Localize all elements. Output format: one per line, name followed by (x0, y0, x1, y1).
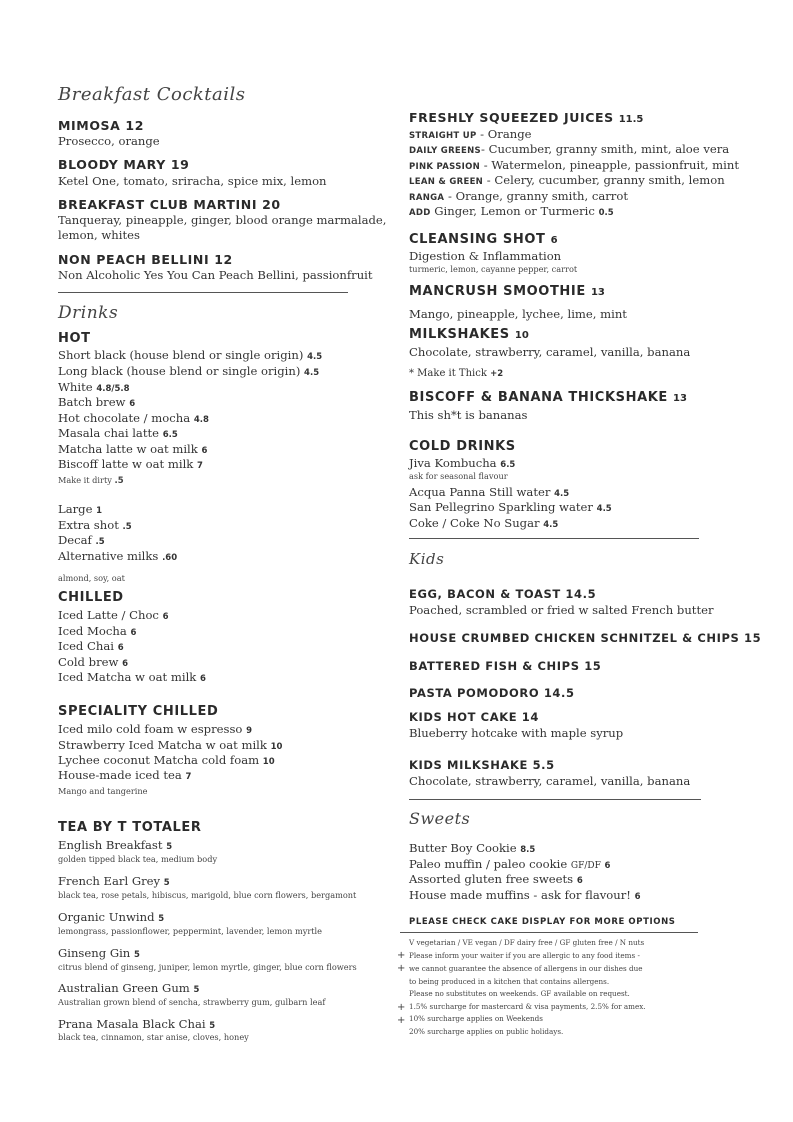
menu-item: Batch brew 6 (58, 395, 136, 409)
kids-item: KIDS MILKSHAKE 5.5 (409, 758, 555, 772)
kombucha-note: ask for seasonal flavour (409, 471, 508, 481)
divider (409, 799, 701, 800)
mancrush-desc: Mango, pineapple, lychee, lime, mint (409, 307, 627, 321)
dietary-legend: V vegetarian / VE vegan / DF dairy free / GF gluten free / N nuts (409, 938, 645, 947)
menu-item: Iced Chai 6 (58, 639, 124, 653)
menu-item: Strawberry Iced Matcha w oat milk 10 (58, 738, 283, 752)
allergen-note: we cannot guarantee the absence of allergens in our dishes due (409, 964, 643, 973)
cleansing-note: turmeric, lemon, cayanne pepper, carrot (409, 264, 578, 274)
juice-item: ADD Ginger, Lemon or Turmeric 0.5 (409, 204, 614, 218)
menu-item: White 4.8/5.8 (58, 380, 130, 394)
breakfast-cocktails-title: Breakfast Cocktails (58, 84, 246, 105)
milkshakes-desc: Chocolate, strawberry, caramel, vanilla, banana (409, 345, 691, 359)
menu-item: Alternative milks .60 (58, 549, 178, 563)
menu-item: Iced Matcha w oat milk 6 (58, 670, 206, 684)
tea-item: Ginseng Gin 5 (58, 946, 140, 960)
menu-item: Large 1 (58, 502, 103, 516)
sweets-item: Paleo muffin / paleo cookie GF/DF 6 (409, 857, 611, 871)
menu-item: Iced milo cold foam w espresso 9 (58, 722, 252, 736)
cocktail-bellini-desc: Non Alcoholic Yes You Can Peach Bellini, passionfruit (58, 268, 373, 282)
plus-icon: + (397, 1002, 406, 1013)
dirty-note: Make it dirty .5 (58, 475, 124, 486)
tea-desc: lemongrass, passionflower, peppermint, lavender, lemon myrtle (58, 926, 323, 936)
cocktail-bloody-mary-desc: Ketel One, tomato, sriracha, spice mix, lemon (58, 174, 327, 188)
surcharge-note: 10% surcharge applies on Weekends (409, 1014, 543, 1023)
menu-item: Extra shot .5 (58, 518, 132, 532)
kids-item: BATTERED FISH & CHIPS 15 (409, 659, 602, 673)
biscoff-heading: BISCOFF & BANANA THICKSHAKE 13 (409, 390, 687, 405)
sweets-item: Butter Boy Cookie 8.5 (409, 841, 536, 855)
menu-item: Decaf .5 (58, 533, 105, 547)
tea-item: English Breakfast 5 (58, 838, 173, 852)
tea-heading: TEA BY T TOTALER (58, 820, 202, 835)
menu-item: Biscoff latte w oat milk 7 (58, 457, 203, 471)
tea-item: French Earl Grey 5 (58, 874, 170, 888)
cleansing-heading: CLEANSING SHOT 6 (409, 232, 558, 247)
chilled-heading: CHILLED (58, 590, 124, 605)
juice-item: DAILY GREENS- Cucumber, granny smith, mint, aloe vera (409, 142, 730, 156)
sweets-title: Sweets (409, 809, 471, 828)
tea-desc: black tea, rose petals, hibiscus, marigold, blue corn flowers, bergamont (58, 890, 357, 900)
iced-tea-note: Mango and tangerine (58, 786, 148, 796)
kids-item: EGG, BACON & TOAST 14.5 (409, 587, 597, 601)
cocktail-mimosa-desc: Prosecco, orange (58, 134, 160, 148)
cake-note: PLEASE CHECK CAKE DISPLAY FOR MORE OPTIONS (409, 917, 676, 927)
tea-desc: golden tipped black tea, medium body (58, 854, 218, 864)
tea-item: Prana Masala Black Chai 5 (58, 1017, 216, 1031)
milks-note: almond, soy, oat (58, 573, 125, 583)
cleansing-desc: Digestion & Inflammation (409, 249, 562, 263)
menu-item: House-made iced tea 7 (58, 768, 192, 782)
tea-item: Australian Green Gum 5 (58, 981, 200, 995)
mancrush-heading: MANCRUSH SMOOTHIE 13 (409, 284, 605, 299)
hot-heading: HOT (58, 331, 91, 346)
menu-item: Acqua Panna Still water 4.5 (409, 485, 570, 499)
cocktail-martini: BREAKFAST CLUB MARTINI 20 (58, 197, 281, 212)
cold-drinks-heading: COLD DRINKS (409, 439, 516, 454)
divider (58, 292, 348, 293)
divider (400, 932, 698, 933)
juices-heading: FRESHLY SQUEEZED JUICES 11.5 (409, 110, 644, 125)
cocktail-bellini: NON PEACH BELLINI 12 (58, 252, 233, 267)
kids-item: PASTA POMODORO 14.5 (409, 686, 575, 700)
allergen-note: Please inform your waiter if you are allergic to any food items - (409, 951, 640, 960)
cocktail-mimosa: MIMOSA 12 (58, 118, 144, 133)
kids-item: HOUSE CRUMBED CHICKEN SCHNITZEL & CHIPS 15 (409, 631, 762, 645)
juice-item: LEAN & GREEN - Celery, cucumber, granny smith, lemon (409, 173, 725, 187)
divider (409, 538, 699, 539)
plus-icon: + (397, 963, 406, 974)
kids-item-desc: Chocolate, strawberry, caramel, vanilla, banana (409, 774, 691, 788)
kids-title: Kids (409, 550, 445, 568)
menu-item: Long black (house blend or single origin) 4.5 (58, 364, 320, 378)
cocktail-martini-desc: Tanqueray, pineapple, ginger, blood orange marmalade, (58, 213, 387, 227)
menu-item: Masala chai latte 6.5 (58, 426, 178, 440)
substitute-note: Please no substitutes on weekends. GF available on request. (409, 989, 630, 998)
tea-desc: Australian grown blend of sencha, strawberry gum, gulbarn leaf (58, 997, 326, 1007)
menu-item: Coke / Coke No Sugar 4.5 (409, 516, 559, 530)
plus-icon: + (397, 1015, 406, 1026)
menu-item: Matcha latte w oat milk 6 (58, 442, 208, 456)
biscoff-desc: This sh*t is bananas (409, 408, 528, 422)
menu-item: San Pellegrino Sparkling water 4.5 (409, 500, 612, 514)
drinks-title: Drinks (58, 303, 119, 323)
juice-item: STRAIGHT UP - Orange (409, 127, 532, 141)
menu-item: Cold brew 6 (58, 655, 129, 669)
sweets-item: House made muffins - ask for flavour! 6 (409, 888, 641, 902)
menu-item: Short black (house blend or single origin) 4.5 (58, 348, 323, 362)
sweets-item: Assorted gluten free sweets 6 (409, 872, 583, 886)
menu-item: Hot chocolate / mocha 4.8 (58, 411, 209, 425)
thick-note: * Make it Thick +2 (409, 368, 504, 379)
menu-item: Iced Latte / Choc 6 (58, 608, 169, 622)
plus-icon: + (397, 950, 406, 961)
milkshakes-heading: MILKSHAKES 10 (409, 327, 529, 342)
allergen-note: to being produced in a kitchen that contains allergens. (409, 977, 610, 986)
tea-desc: black tea, cinnamon, star anise, cloves, honey (58, 1032, 249, 1042)
tea-item: Organic Unwind 5 (58, 910, 165, 924)
kids-item: KIDS HOT CAKE 14 (409, 710, 540, 724)
speciality-heading: SPECIALITY CHILLED (58, 704, 219, 719)
menu-item: Iced Mocha 6 (58, 624, 137, 638)
cocktail-bloody-mary: BLOODY MARY 19 (58, 157, 190, 172)
tea-desc: citrus blend of ginseng, juniper, lemon myrtle, ginger, blue corn flowers (58, 962, 357, 972)
juice-item: RANGA - Orange, granny smith, carrot (409, 189, 628, 203)
kids-item-desc: Blueberry hotcake with maple syrup (409, 726, 624, 740)
cocktail-martini-desc-2: lemon, whites (58, 228, 140, 242)
juice-item: PINK PASSION - Watermelon, pineapple, passionfruit, mint (409, 158, 740, 172)
menu-item: Lychee coconut Matcha cold foam 10 (58, 753, 275, 767)
surcharge-note: 20% surcharge applies on public holidays. (409, 1027, 564, 1036)
surcharge-note: 1.5% surcharge for mastercard & visa payments, 2.5% for amex. (409, 1002, 646, 1011)
menu-item: Jiva Kombucha 6.5 (409, 456, 516, 470)
kids-item-desc: Poached, scrambled or fried w salted French butter (409, 603, 714, 617)
